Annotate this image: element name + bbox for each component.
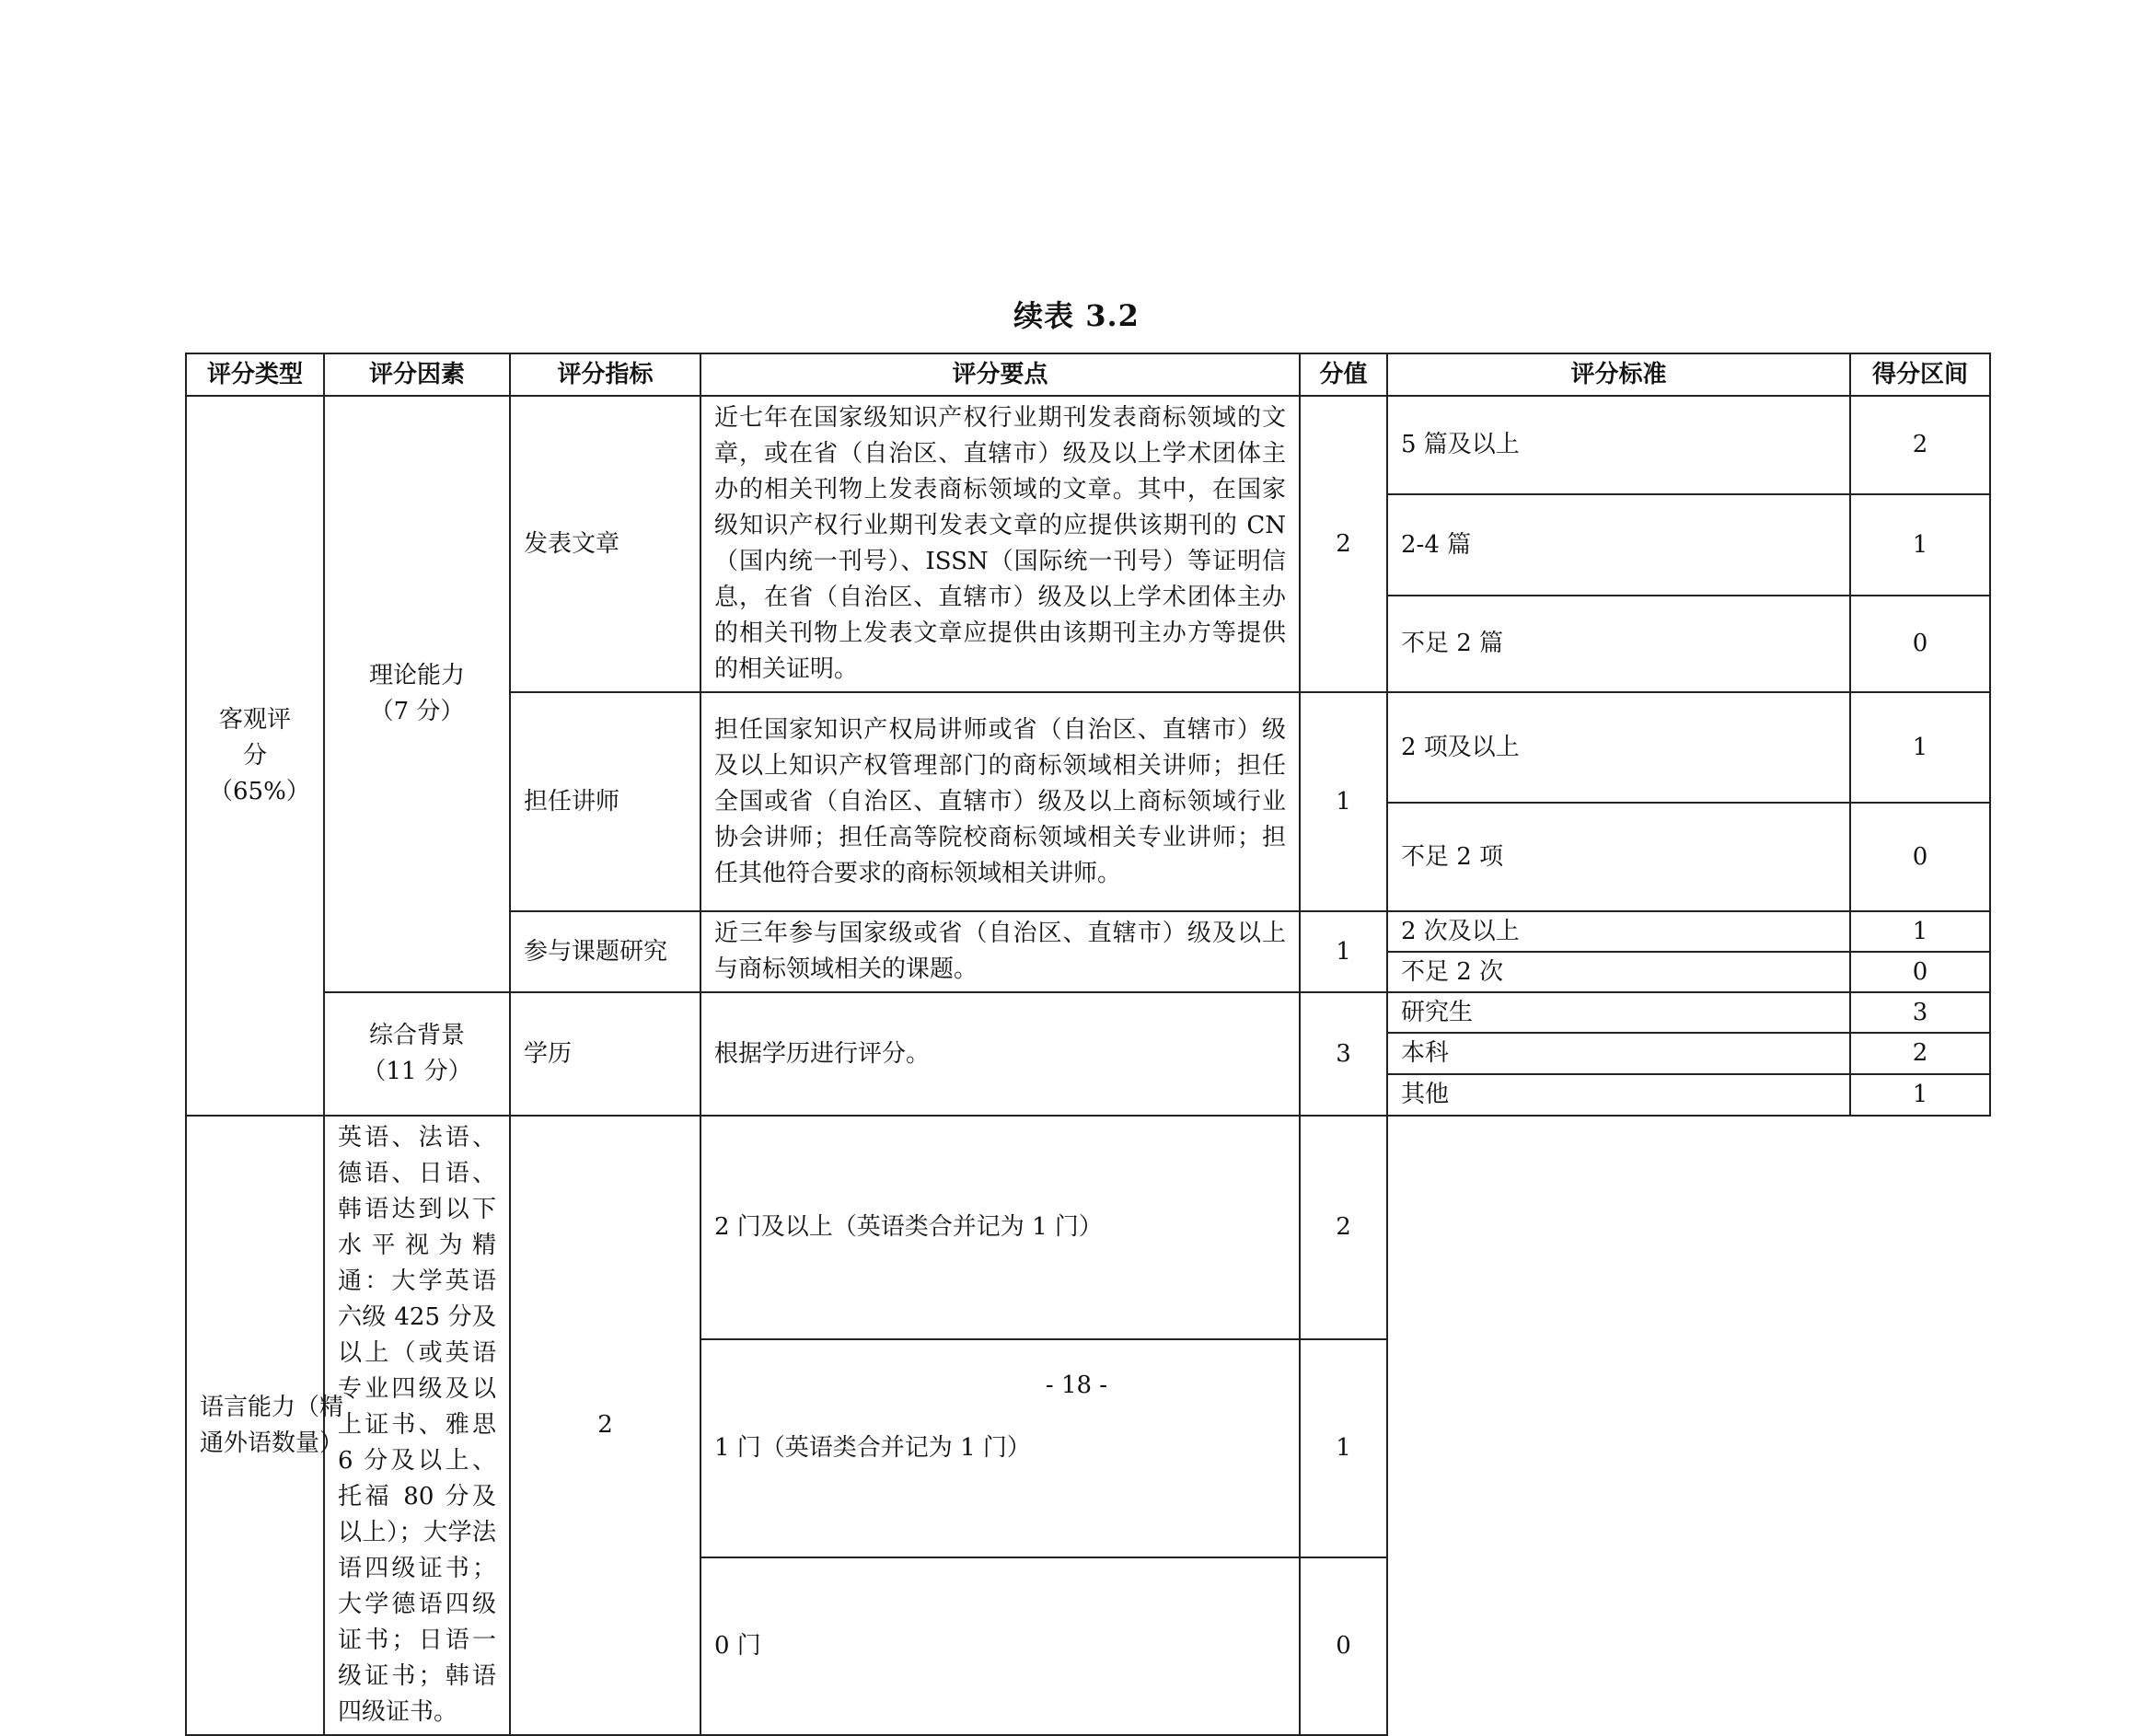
header-cell: 评分要点 bbox=[700, 353, 1300, 396]
page-number: - 18 - bbox=[1045, 1371, 1108, 1399]
range-cell: 0 bbox=[1850, 803, 1990, 911]
indicator-cell: 发表文章 bbox=[510, 396, 700, 692]
score-cell: 1 bbox=[1300, 911, 1387, 992]
indicator-cell bbox=[186, 1116, 344, 1735]
standard-cell: 2 次及以上 bbox=[1387, 911, 1850, 952]
standard-cell: 2-4 篇 bbox=[1387, 494, 1850, 596]
standard-cell: 不足 2 篇 bbox=[1387, 596, 1850, 692]
indicator-cell: 担任讲师 bbox=[510, 692, 700, 911]
range-cell: 1 bbox=[1850, 1074, 1990, 1116]
header-cell: 评分标准 bbox=[1387, 353, 1850, 396]
standard-cell: 不足 2 次 bbox=[1387, 952, 1850, 992]
standard-cell: 0 门 bbox=[700, 1557, 1300, 1735]
standard-cell: 2 门及以上（英语类合并记为 1 门） bbox=[700, 1116, 1300, 1339]
factor-text: 理论能力（7 分） bbox=[368, 662, 465, 725]
points-cell: 近三年参与国家级或省（自治区、直辖市）级及以上与商标领域相关的课题。 bbox=[700, 911, 1300, 992]
points-cell: 英语、法语、德语、日语、韩语达到以下水平视为精通：大学英语六级 425 分及以上（或英语专业四级及以上证书、雅思 6 分及以上、托福 80 分及以上）；大学法语四级证书；大学德语四级证书；日语一级证书；韩语四级证书。 bbox=[324, 1116, 510, 1735]
header-cell: 评分类型 bbox=[186, 353, 324, 396]
table-row bbox=[186, 1116, 1990, 1339]
range-cell: 1 bbox=[1850, 692, 1990, 803]
indicator-cell: 学历 bbox=[510, 992, 700, 1116]
points-cell: 担任国家知识产权局讲师或省（自治区、直辖市）级及以上知识产权管理部门的商标领域相关讲师；担任全国或省（自治区、直辖市）级及以上商标领域行业协会讲师；担任高等院校商标领域相关专业讲师；担任其他符合要求的商标领域相关讲师。 bbox=[700, 692, 1300, 911]
range-cell: 2 bbox=[1300, 1116, 1387, 1339]
scoring-table bbox=[185, 353, 1991, 1736]
range-cell: 0 bbox=[1850, 952, 1990, 992]
table-row bbox=[186, 992, 1990, 1033]
range-cell: 1 bbox=[1850, 911, 1990, 952]
factor-text: 综合背景（11 分） bbox=[362, 1022, 472, 1085]
range-cell: 2 bbox=[1850, 1033, 1990, 1074]
range-cell: 0 bbox=[1300, 1557, 1387, 1735]
standard-cell: 本科 bbox=[1387, 1033, 1850, 1074]
score-cell: 3 bbox=[1300, 992, 1387, 1116]
header-cell: 评分指标 bbox=[510, 353, 700, 396]
category-cell bbox=[186, 396, 324, 1116]
indicator-cell: 参与课题研究 bbox=[510, 911, 700, 992]
range-cell: 1 bbox=[1850, 494, 1990, 596]
header-cell: 得分区间 bbox=[1850, 353, 1990, 396]
standard-cell: 不足 2 项 bbox=[1387, 803, 1850, 911]
range-cell: 1 bbox=[1300, 1339, 1387, 1557]
indicator-text: 语言能力（精通外语数量） bbox=[200, 1393, 344, 1457]
factor-cell bbox=[324, 396, 510, 992]
score-cell: 2 bbox=[510, 1116, 700, 1735]
factor-cell bbox=[324, 992, 510, 1116]
points-cell: 近七年在国家级知识产权行业期刊发表商标领域的文章，或在省（自治区、直辖市）级及以上学术团体主办的相关刊物上发表商标领域的文章。其中，在国家级知识产权行业期刊发表文章的应提供该期刊的 CN（国内统一刊号）、ISSN（国际统一刊号）等证明信息，在省（自治区、直辖市）级及以上学术团体主办的相关刊物上发表文章应提供由该期刊主办方等提供的相关证明。 bbox=[700, 396, 1300, 692]
page-title: 续表 3.2 bbox=[1013, 298, 1140, 333]
header-cell: 评分因素 bbox=[324, 353, 510, 396]
header-cell: 分值 bbox=[1300, 353, 1387, 396]
score-cell: 1 bbox=[1300, 692, 1387, 911]
points-cell: 根据学历进行评分。 bbox=[700, 992, 1300, 1116]
standard-cell: 其他 bbox=[1387, 1074, 1850, 1116]
standard-cell: 研究生 bbox=[1387, 992, 1850, 1033]
range-cell: 3 bbox=[1850, 992, 1990, 1033]
table-header-row bbox=[186, 353, 1990, 396]
table-row bbox=[186, 396, 1990, 494]
category-text: 客观评分（65%） bbox=[209, 705, 310, 805]
range-cell: 0 bbox=[1850, 596, 1990, 692]
standard-cell: 2 项及以上 bbox=[1387, 692, 1850, 803]
range-cell: 2 bbox=[1850, 396, 1990, 494]
score-cell: 2 bbox=[1300, 396, 1387, 692]
standard-cell: 1 门（英语类合并记为 1 门） bbox=[700, 1339, 1300, 1557]
standard-cell: 5 篇及以上 bbox=[1387, 396, 1850, 494]
